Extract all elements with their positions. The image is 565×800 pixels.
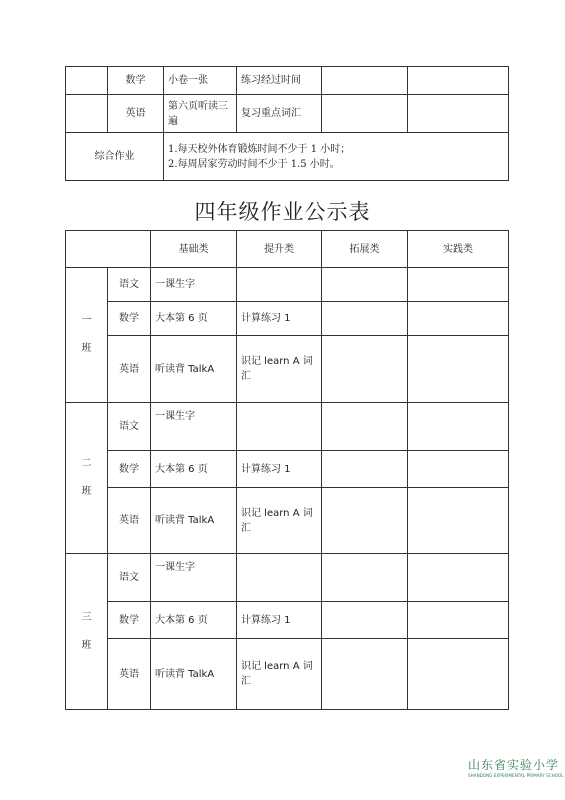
table-row	[66, 403, 509, 451]
improve-cell: 计算练习 1	[237, 602, 322, 639]
blank-cell	[66, 95, 108, 133]
subject-cell: 语文	[108, 268, 151, 302]
practice-cell	[408, 602, 509, 639]
improve-cell: 识记 learn A 词汇	[237, 639, 322, 710]
page-title: 四年级作业公示表	[194, 200, 371, 224]
homework-table	[65, 230, 509, 710]
improve-cell	[237, 403, 322, 451]
class-label	[66, 268, 108, 403]
table-row	[66, 488, 509, 554]
subject-english-label: 英语	[108, 95, 164, 133]
blank-cell	[322, 95, 408, 133]
table-row	[66, 302, 509, 336]
subject-cell: 语文	[108, 554, 151, 602]
table-row	[66, 639, 509, 710]
basic-cell: 大本第 6 页	[151, 451, 237, 488]
extend-cell	[322, 639, 408, 710]
improve-cell	[237, 554, 322, 602]
improve-cell: 计算练习 1	[237, 451, 322, 488]
school-logo-subtitle: SHANDONG EXPERIMENTAL PRIMARY SCHOOL	[468, 773, 564, 778]
practice-cell	[408, 403, 509, 451]
table-row	[66, 451, 509, 488]
header-extend: 拓展类	[322, 231, 408, 268]
class-label	[66, 403, 108, 554]
basic-cell: 一课生字	[151, 403, 237, 451]
school-logo	[468, 756, 563, 778]
blank-cell	[408, 67, 509, 95]
improve-cell: 计算练习 1	[237, 302, 322, 336]
previous-grade-table	[65, 66, 509, 181]
extend-cell	[322, 554, 408, 602]
subject-cell: 英语	[108, 336, 151, 403]
table-row	[66, 554, 509, 602]
practice-cell	[408, 488, 509, 554]
table-row	[66, 336, 509, 403]
english-basic-cell: 第六页听读三遍	[164, 95, 237, 133]
improve-cell: 识记 learn A 词汇	[237, 336, 322, 403]
table-row	[66, 602, 509, 639]
extend-cell	[322, 602, 408, 639]
comprehensive-label: 综合作业	[66, 133, 164, 181]
math-improve-cell: 练习经过时间	[237, 67, 322, 95]
class-name: 一班	[81, 315, 92, 354]
basic-cell: 听读背 TalkA	[151, 488, 237, 554]
english-improve-cell: 复习重点词汇	[237, 95, 322, 133]
header-basic: 基础类	[151, 231, 237, 268]
corner-cell	[66, 231, 151, 268]
extend-cell	[322, 403, 408, 451]
basic-cell: 一课生字	[151, 268, 237, 302]
basic-cell: 大本第 6 页	[151, 602, 237, 639]
header-row	[66, 231, 509, 268]
extend-cell	[322, 268, 408, 302]
comprehensive-item: 2.每周居家劳动时间不少于 1.5 小时。	[168, 158, 340, 170]
basic-cell: 听读背 TalkA	[151, 639, 237, 710]
blank-cell	[66, 67, 108, 95]
class-label	[66, 554, 108, 710]
header-practice: 实践类	[408, 231, 509, 268]
comprehensive-item: 1.每天校外体育锻炼时间不少于 1 小时；	[168, 143, 351, 155]
table-row	[66, 268, 509, 302]
basic-cell: 一课生字	[151, 554, 237, 602]
practice-cell	[408, 302, 509, 336]
practice-cell	[408, 451, 509, 488]
blank-cell	[322, 67, 408, 95]
extend-cell	[322, 302, 408, 336]
practice-cell	[408, 336, 509, 403]
subject-cell: 数学	[108, 302, 151, 336]
subject-cell: 数学	[108, 451, 151, 488]
school-logo-name: 山东省实验小学	[468, 758, 560, 772]
blank-cell	[408, 95, 509, 133]
improve-cell	[237, 268, 322, 302]
subject-cell: 英语	[108, 488, 151, 554]
class-name: 三班	[81, 611, 92, 651]
basic-cell: 听读背 TalkA	[151, 336, 237, 403]
subject-cell: 语文	[108, 403, 151, 451]
extend-cell	[322, 451, 408, 488]
basic-cell: 大本第 6 页	[151, 302, 237, 336]
extend-cell	[322, 336, 408, 403]
header-improve: 提升类	[237, 231, 322, 268]
subject-math-label: 数学	[108, 67, 164, 95]
improve-cell: 识记 learn A 词汇	[237, 488, 322, 554]
comprehensive-content	[164, 133, 509, 181]
math-basic-cell: 小卷一张	[164, 67, 237, 95]
practice-cell	[408, 268, 509, 302]
subject-cell: 数学	[108, 602, 151, 639]
practice-cell	[408, 554, 509, 602]
practice-cell	[408, 639, 509, 710]
subject-cell: 英语	[108, 639, 151, 710]
class-name: 二班	[81, 458, 92, 497]
extend-cell	[322, 488, 408, 554]
